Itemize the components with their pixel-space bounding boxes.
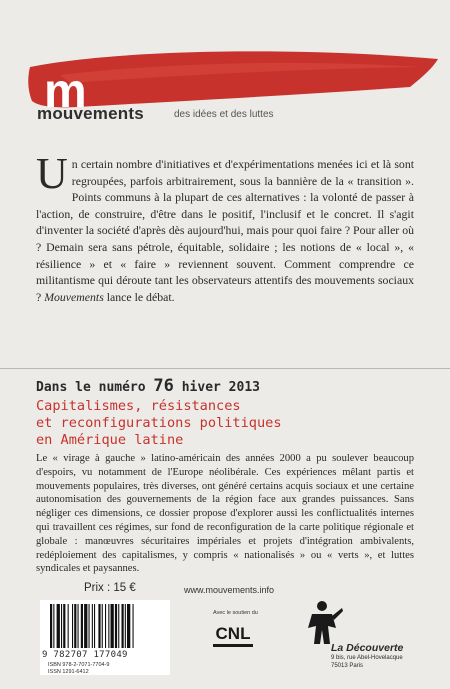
publisher-address: 9 bis, rue Abel-Hovelacque — [331, 655, 403, 661]
section-divider — [0, 368, 450, 369]
intro-text-a: n certain nombre d'initiatives et d'expérimentations menées ici et là sont regroupées, parfois arbitrairement, sous la bannière de la « transition ». Points communs à la plupart de ces alternatives : la volonté de passer à l'action, de construire, d'être dans le positif, l'inclusif et le concret. Il s'agit d'inventer la société d'après dès aujourd'hui, mais pour quoi faire ? Pour aller où ? Demain sera sans pétrole, équitable, solidaire ; les notions de « local », « résilience » et « faire » reviennent souvent. Comment comprendre ce militantisme qui déroute tant les observateurs attentifs des mouvements sociaux ? — [36, 157, 414, 304]
brand-tagline: des idées et des luttes — [174, 109, 274, 120]
issue-number: 76 — [153, 376, 174, 396]
isbn-text: ISBN 978-2-7071-7704-9 — [48, 662, 110, 668]
issn-text: ISSN 1291-6412 — [48, 669, 89, 675]
intro-text-b: lance le débat. — [103, 289, 175, 304]
drop-cap: U — [36, 149, 68, 198]
brand-name: mouvements — [37, 104, 144, 123]
issue-title — [36, 398, 416, 449]
intro-italic: Mouvements — [44, 289, 104, 304]
publisher-name: La Découverte — [331, 642, 404, 654]
cnl-logo — [213, 618, 253, 652]
barcode-digits: 9 782707 177049 — [42, 650, 128, 660]
publisher-city: 75013 Paris — [331, 663, 364, 669]
issue-title-line: Capitalismes, résistances — [36, 398, 241, 414]
support-text: Avec le soutien du — [213, 610, 258, 616]
publisher-figure-icon — [300, 598, 344, 646]
issue-header — [36, 376, 260, 396]
barcode — [40, 600, 170, 675]
price-label: Prix : 15 € — [84, 582, 136, 594]
issue-prefix: Dans le numéro — [36, 380, 146, 395]
issue-description: Le « virage à gauche » latino-américain des années 2000 a pu soulever beaucoup d'espoirs, vu notamment de l'Europe néolibérale. Ces expériences mêlant partis et mouvements populaires, très diverses, ont généré certains acquis sociaux et une certaine autonomisation des gouvernements de la région face aux grandes puissances. Sans négliger ces dimensions, ce dossier propose d'explorer aussi les conflictualités internes qui travaillent ces régimes, sur fond de reconfiguration de la carte politique régionale et globale : manœuvres sécuritaires impériales et projets d'intégration ambivalents, redéploiement des capitalismes, y compris « nationalisés » ou « verts », et luttes syndicales et paysannes. — [36, 453, 414, 575]
cnl-underline — [213, 644, 253, 647]
barcode-bars — [48, 604, 162, 650]
logo-letter: m — [44, 65, 87, 115]
website-link[interactable]: www.mouvements.info — [184, 585, 275, 595]
issue-season: hiver 2013 — [181, 380, 260, 395]
issue-title-line: et reconfigurations politiques — [36, 415, 282, 431]
cnl-text: CNL — [215, 624, 251, 643]
issue-title-line: en Amérique latine — [36, 432, 184, 448]
intro-paragraph — [36, 149, 414, 305]
